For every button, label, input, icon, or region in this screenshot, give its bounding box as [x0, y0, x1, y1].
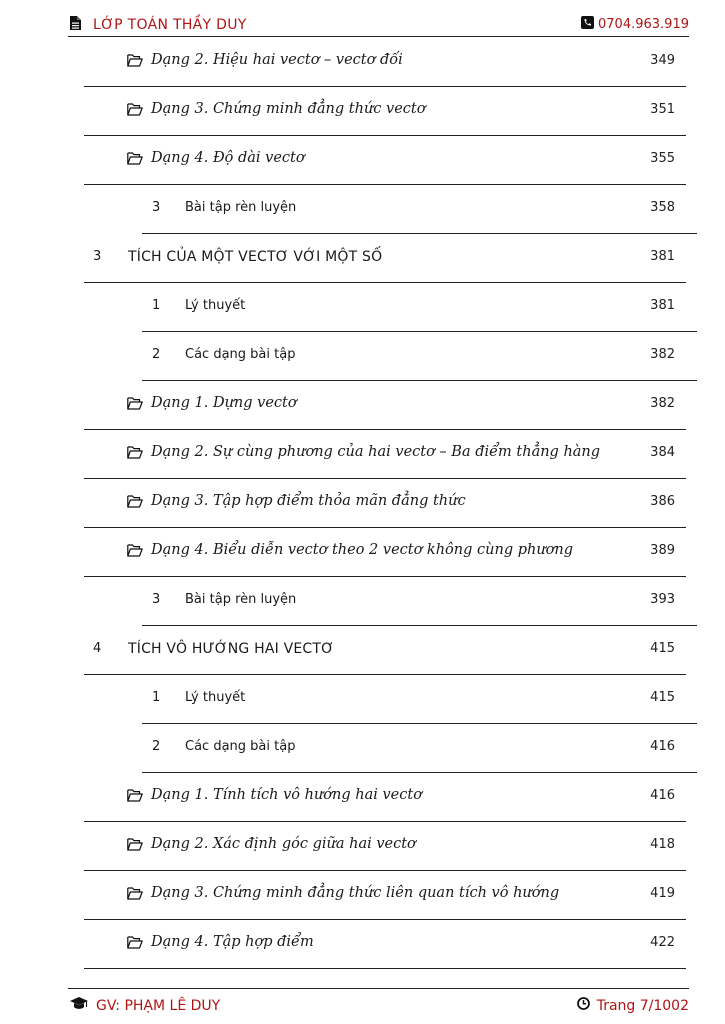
folder-open-icon: [127, 495, 147, 508]
toc-entry-title: Bài tập rèn luyện: [185, 592, 297, 607]
toc-entry-title-text: Dạng 3. Chứng minh đẳng thức vectơ: [151, 101, 426, 117]
folder-open-icon: [127, 887, 147, 900]
folder-open-icon: [127, 103, 147, 116]
toc-entry-dang[interactable]: [0, 528, 725, 577]
toc-entry-page: 422: [650, 935, 675, 950]
toc-entry-chapter[interactable]: [0, 626, 725, 675]
table-of-contents: [0, 38, 725, 969]
folder-open-icon: [127, 54, 147, 67]
toc-entry-section[interactable]: [0, 577, 725, 626]
toc-entry-number: 2: [152, 739, 161, 754]
toc-entry-dang[interactable]: [0, 430, 725, 479]
toc-entry-page: 381: [650, 298, 675, 313]
footer-right: [577, 997, 689, 1014]
toc-entry-title: [127, 934, 314, 950]
folder-open-icon: [127, 936, 147, 949]
toc-entry-dang[interactable]: [0, 479, 725, 528]
toc-entry-page: 355: [650, 151, 675, 166]
phone-icon: [581, 16, 594, 33]
toc-entry-title: Lý thuyết: [185, 298, 246, 313]
toc-entry-page: 418: [650, 837, 675, 852]
toc-entry-dang[interactable]: [0, 87, 725, 136]
page-footer: [68, 988, 689, 1021]
toc-entry-title-text: Dạng 2. Sự cùng phương của hai vectơ – Ba điểm thẳng hàng: [151, 444, 601, 460]
toc-entry-page: 386: [650, 494, 675, 509]
toc-entry-number: 3: [152, 200, 161, 215]
page-header: [68, 12, 689, 37]
toc-entry-section[interactable]: [0, 724, 725, 773]
toc-entry-page: 384: [650, 445, 675, 460]
header-right: [581, 16, 689, 33]
folder-open-icon: [127, 544, 147, 557]
toc-entry-page: 393: [650, 592, 675, 607]
toc-entry-title: [127, 395, 297, 411]
document-icon: [70, 16, 81, 34]
toc-entry-title: [127, 836, 416, 852]
toc-entry-title: [127, 493, 466, 509]
toc-entry-number: 3: [93, 249, 102, 264]
toc-entry-section[interactable]: [0, 283, 725, 332]
folder-open-icon: [127, 838, 147, 851]
toc-entry-number: 1: [152, 690, 161, 705]
toc-entry-dang[interactable]: [0, 773, 725, 822]
toc-entry-title: TÍCH VÔ HƯỚNG HAI VECTƠ: [128, 641, 335, 657]
toc-entry-page: 415: [650, 690, 675, 705]
toc-entry-page: 382: [650, 396, 675, 411]
toc-entry-dang[interactable]: [0, 136, 725, 185]
toc-entry-number: 1: [152, 298, 161, 313]
toc-entry-page: 382: [650, 347, 675, 362]
folder-open-icon: [127, 446, 147, 459]
toc-entry-title-text: Dạng 3. Chứng minh đẳng thức liên quan tích vô hướng: [151, 885, 560, 901]
toc-entry-number: 4: [93, 641, 102, 656]
toc-entry-dang[interactable]: [0, 920, 725, 969]
toc-entry-section[interactable]: [0, 185, 725, 234]
toc-entry-page: 358: [650, 200, 675, 215]
toc-entry-title: Bài tập rèn luyện: [185, 200, 297, 215]
toc-entry-title-text: Dạng 4. Độ dài vectơ: [151, 150, 305, 166]
toc-entry-dang[interactable]: [0, 822, 725, 871]
toc-entry-section[interactable]: [0, 332, 725, 381]
toc-entry-title: [127, 787, 422, 803]
toc-entry-title-text: Dạng 1. Tính tích vô hướng hai vectơ: [151, 787, 422, 803]
footer-page-number: Trang 7/1002: [596, 997, 689, 1014]
toc-entry-page: 416: [650, 788, 675, 803]
footer-left: [70, 997, 220, 1014]
row-divider: [84, 968, 686, 969]
toc-entry-page: 419: [650, 886, 675, 901]
toc-entry-title: [127, 150, 305, 166]
toc-entry-section[interactable]: [0, 675, 725, 724]
toc-entry-title: [127, 542, 573, 558]
graduation-cap-icon: [70, 997, 88, 1014]
footer-author: GV: PHẠM LÊ DUY: [96, 997, 221, 1014]
toc-entry-dang[interactable]: [0, 871, 725, 920]
toc-entry-chapter[interactable]: [0, 234, 725, 283]
toc-entry-dang[interactable]: [0, 381, 725, 430]
toc-entry-title-text: Dạng 1. Dựng vectơ: [151, 395, 297, 411]
toc-entry-title: [127, 444, 600, 460]
folder-open-icon: [127, 397, 147, 410]
toc-entry-title: Lý thuyết: [185, 690, 246, 705]
toc-entry-title: [127, 885, 559, 901]
toc-entry-dang[interactable]: [0, 38, 725, 87]
toc-entry-page: 381: [650, 249, 675, 264]
toc-entry-title: [127, 101, 425, 117]
toc-entry-title-text: Dạng 4. Tập hợp điểm: [151, 934, 314, 950]
toc-entry-title: Các dạng bài tập: [185, 347, 296, 362]
folder-open-icon: [127, 152, 147, 165]
header-left: [70, 16, 247, 34]
header-title: LỚP TOÁN THẦY DUY: [93, 17, 247, 33]
toc-entry-title: TÍCH CỦA MỘT VECTƠ VỚI MỘT SỐ: [128, 249, 383, 265]
toc-entry-number: 3: [152, 592, 161, 607]
toc-entry-title-text: Dạng 4. Biểu diễn vectơ theo 2 vectơ không cùng phương: [151, 542, 574, 558]
toc-entry-title-text: Dạng 2. Hiệu hai vectơ – vectơ đối: [151, 52, 403, 68]
toc-entry-page: 349: [650, 53, 675, 68]
toc-entry-number: 2: [152, 347, 161, 362]
toc-entry-page: 389: [650, 543, 675, 558]
toc-entry-page: 351: [650, 102, 675, 117]
folder-open-icon: [127, 789, 147, 802]
clock-icon: [577, 997, 590, 1014]
toc-entry-title-text: Dạng 3. Tập hợp điểm thỏa mãn đẳng thức: [151, 493, 466, 509]
toc-entry-title: Các dạng bài tập: [185, 739, 296, 754]
header-phone: 0704.963.919: [598, 17, 689, 32]
toc-entry-title: [127, 52, 403, 68]
toc-entry-title-text: Dạng 2. Xác định góc giữa hai vectơ: [151, 836, 416, 852]
toc-entry-page: 415: [650, 641, 675, 656]
toc-entry-page: 416: [650, 739, 675, 754]
